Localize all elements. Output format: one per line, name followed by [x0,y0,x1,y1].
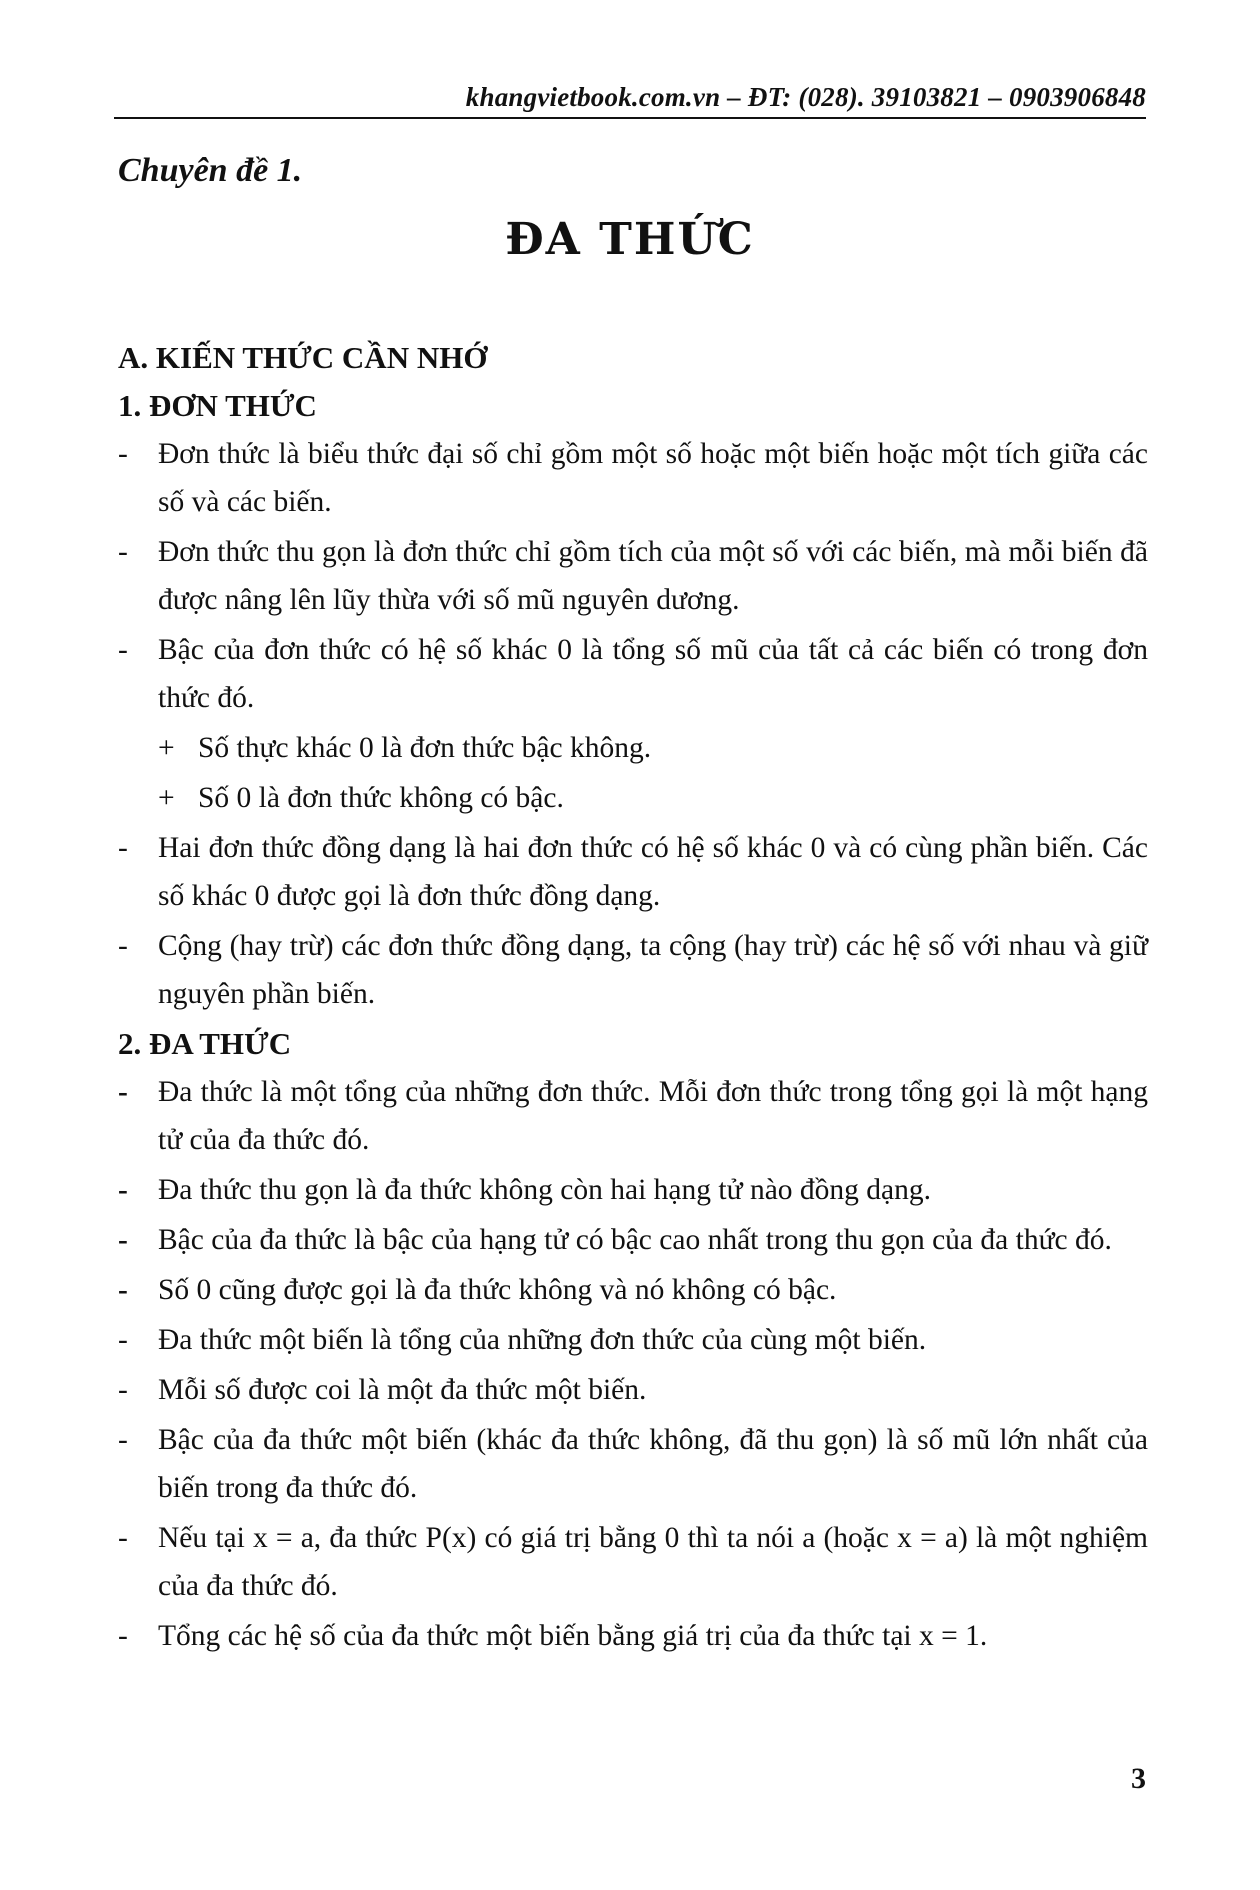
list-item [118,1366,1148,1414]
dash-bullet: - [118,1324,128,1356]
list-item-text: Hai đơn thức đồng dạng là hai đơn thức có hệ số khác 0 và có cùng phần biến. Các số khác 0 được gọi là đơn thức đồng dạng. [158,832,1148,912]
list-item-text: Tổng các hệ số của đa thức một biến bằng giá trị của đa thức tại x = 1. [158,1620,988,1652]
chapter-label: Chuyên đề 1. [118,152,303,189]
sub-list-item-text: Số thực khác 0 là đơn thức bậc không. [198,732,652,764]
list-item [118,1068,1148,1164]
list-item-text: Bậc của đơn thức có hệ số khác 0 là tổng số mũ của tất cả các biến có trong đơn thức đó. [158,634,1148,714]
list-item-text: Đa thức thu gọn là đa thức không còn hai hạng tử nào đồng dạng. [158,1174,932,1206]
section-a-heading: A. KIẾN THỨC CẦN NHỚ [118,340,488,375]
dash-bullet: - [118,832,128,864]
list-item [118,1216,1148,1264]
sub-list-item [118,724,1148,772]
dash-bullet: - [118,1374,128,1406]
list-item [118,430,1148,526]
chapter-title: ĐA THỨC [505,214,755,265]
header-divider [114,117,1146,119]
dash-bullet: - [118,438,128,470]
dash-bullet: - [118,1224,128,1256]
section-2-heading: 2. ĐA THỨC [118,1026,292,1061]
dash-bullet: - [118,634,128,666]
list-item [118,922,1148,1018]
list-item [118,824,1148,920]
sub-list-item-text: Số 0 là đơn thức không có bậc. [198,782,564,814]
list-item-text: Bậc của đa thức một biến (khác đa thức không, đã thu gọn) là số mũ lớn nhất của biến trong đa thức đó. [158,1424,1148,1504]
list-item-text: Đơn thức thu gọn là đơn thức chỉ gồm tích của một số với các biến, mà mỗi biến đã được nâng lên lũy thừa với số mũ nguyên dương. [158,536,1148,616]
list-item [118,1612,1148,1660]
list-item [118,1266,1148,1314]
dash-bullet: - [118,1274,128,1306]
dash-bullet: - [118,536,128,568]
list-item [118,1514,1148,1610]
list-item-text: Đa thức là một tổng của những đơn thức. Mỗi đơn thức trong tổng gọi là một hạng tử của đa thức đó. [158,1076,1148,1156]
list-item-text: Mỗi số được coi là một đa thức một biến. [158,1374,647,1406]
list-item [118,528,1148,624]
list-item [118,1166,1148,1214]
list-item [118,1416,1148,1512]
dash-bullet: - [118,1076,128,1108]
running-header: khangvietbook.com.vn – ĐT: (028). 39103821 – 0903906848 [465,82,1146,112]
main-content [118,330,1148,1662]
list-item-text: Cộng (hay trừ) các đơn thức đồng dạng, ta cộng (hay trừ) các hệ số với nhau và giữ nguyên phần biến. [158,930,1148,1010]
list-item [118,1316,1148,1364]
dash-bullet: - [118,1174,128,1206]
section-1-heading: 1. ĐƠN THỨC [118,388,317,423]
plus-bullet: + [158,782,175,814]
dash-bullet: - [118,930,128,962]
dash-bullet: - [118,1620,128,1652]
sub-list-item [118,774,1148,822]
list-item-text: Đa thức một biến là tổng của những đơn thức của cùng một biến. [158,1324,927,1356]
dash-bullet: - [118,1522,128,1554]
list-item-text: Nếu tại x = a, đa thức P(x) có giá trị bằng 0 thì ta nói a (hoặc x = a) là một nghiệm của đa thức đó. [158,1522,1148,1602]
page-number: 3 [1131,1762,1146,1795]
list-item-text: Đơn thức là biểu thức đại số chỉ gồm một số hoặc một biến hoặc một tích giữa các số và các biến. [158,438,1148,518]
list-item-text: Bậc của đa thức là bậc của hạng tử có bậc cao nhất trong thu gọn của đa thức đó. [158,1224,1112,1256]
list-item-text: Số 0 cũng được gọi là đa thức không và nó không có bậc. [158,1274,837,1306]
plus-bullet: + [158,732,175,764]
list-item [118,626,1148,722]
dash-bullet: - [118,1424,128,1456]
